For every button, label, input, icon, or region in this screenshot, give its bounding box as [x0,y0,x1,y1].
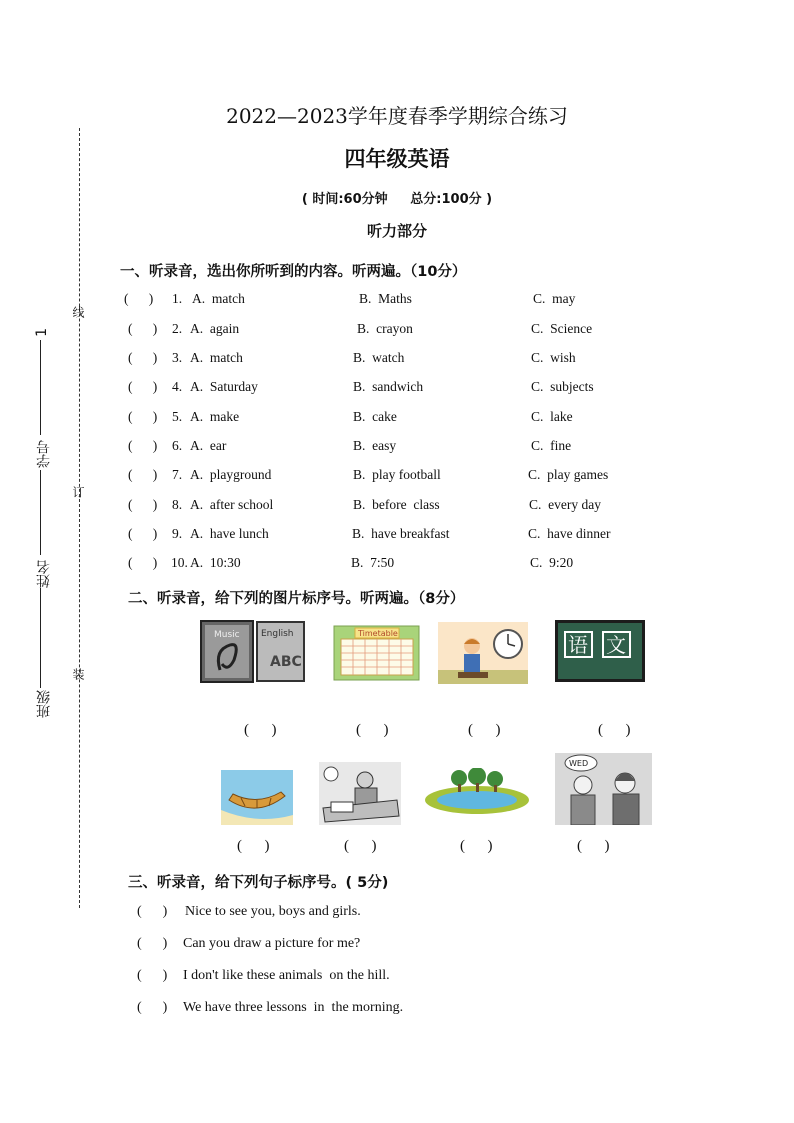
option-b: B. 7:50 [351,555,395,570]
option-c: C. subjects [531,379,594,394]
sentence-text: I don't like these animals on the hill. [183,968,390,983]
question-number: 9. [172,526,183,541]
picture-blank[interactable]: ( ) [237,838,270,854]
answer-blank[interactable]: ( ) [128,321,158,336]
name-underline [40,470,41,555]
part-title: 听力部分 [366,222,427,240]
answer-blank[interactable]: ( ) [128,379,158,394]
answer-blank[interactable]: ( ) [128,497,158,512]
picture-blank[interactable]: ( ) [468,722,501,738]
binding-dashed-line [79,128,80,908]
question-number: 3. [172,350,183,365]
option-a: A. have lunch [190,526,269,541]
answer-blank[interactable]: ( ) [128,409,158,424]
picture-blank[interactable]: ( ) [244,722,277,738]
timetable-picture [333,625,420,681]
option-a: A. make [190,409,240,424]
number-value: 1 [34,328,50,337]
sentence-blank[interactable]: ( ) [137,1000,168,1015]
option-b: B. cake [353,409,397,424]
exam-subject: 四年级英语 [344,147,450,171]
class-underline [40,588,41,688]
option-c: C. play games [528,467,609,482]
exam-title: 2022—2023学年度春季学期综合练习 [226,104,568,128]
answer-blank[interactable]: ( ) [128,438,158,453]
question-number: 2. [172,321,183,336]
option-a: A. again [190,321,240,336]
question-number: 8. [172,497,183,512]
option-a: A. after school [190,497,274,512]
option-b: B. before class [353,497,440,512]
option-b: B. crayon [357,321,413,336]
option-b: B. easy [353,438,397,453]
picture-blank[interactable]: ( ) [577,838,610,854]
sentence-text: We have three lessons in the morning. [183,1000,404,1015]
option-b: B. watch [353,350,405,365]
picture-blank[interactable]: ( ) [344,838,377,854]
answer-blank[interactable]: ( ) [128,555,158,570]
boat-picture [221,770,293,825]
chinese-board-picture [555,620,645,682]
option-a: A. match [192,291,245,306]
question-number: 4. [172,379,183,394]
option-c: C. fine [531,438,572,453]
option-a: A. match [190,350,243,365]
sentence-text: Can you draw a picture for me? [183,936,361,951]
question-number: 6. [172,438,183,453]
wen-text: 文 [606,633,626,657]
option-c: C. 9:20 [530,555,574,570]
mark-xian: 线 [71,306,85,318]
section3-heading: 三、听录音，给下列句子标序号。( 5分) [128,875,389,891]
option-b: B. Maths [359,291,412,306]
option-c: C. every day [529,497,601,512]
question-number: 10. [171,555,188,570]
picture-blank[interactable]: ( ) [356,722,389,738]
section1-heading: 一、听录音，选出你所听到的内容。听两遍。（10分） [120,264,467,280]
answer-blank[interactable]: ( ) [128,350,158,365]
boy-clock-picture [438,622,528,684]
picture-blank[interactable]: ( ) [460,838,493,854]
music-text: Music [214,630,240,640]
option-a: A. 10:30 [190,555,241,570]
question-number: 1. [172,291,183,306]
mark-zhuang: 装 [71,668,85,680]
option-b: B. play football [353,467,441,482]
man-desk-picture [319,762,401,825]
question-number: 7. [172,467,183,482]
books-picture [200,620,306,683]
option-a: A. playground [190,467,272,482]
timetable-text: Timetable [358,629,398,638]
section2-heading: 二、听录音，给下列的图片标序号。听两遍。（8分） [128,591,465,607]
option-c: C. Science [531,321,593,336]
mark-ding: 订 [71,486,85,498]
time-info: ( 时间:60分钟 总分:100分 ) [301,192,493,207]
question-number: 5. [172,409,183,424]
abc-text: ABC [270,654,302,670]
number-label: 学号 [36,440,52,468]
option-b: B. sandwich [353,379,424,394]
option-c: C. lake [531,409,573,424]
sentence-blank[interactable]: ( ) [137,936,168,951]
wednesday-talk-picture [555,753,652,825]
sentence-blank[interactable]: ( ) [137,904,168,919]
number-underline [40,340,41,435]
picture-blank[interactable]: ( ) [598,722,631,738]
answer-blank[interactable]: ( ) [128,467,158,482]
english-text: English [261,629,294,639]
option-b: B. have breakfast [352,526,450,541]
option-a: A. Saturday [190,379,258,394]
wed-text: WED [569,759,589,768]
sentence-blank[interactable]: ( ) [137,968,168,983]
answer-blank[interactable]: ( ) [124,291,154,306]
yu-text: 语 [568,633,588,657]
lake-picture [423,768,531,816]
option-c: C. may [533,291,576,306]
name-label: 姓名 [36,560,52,588]
option-c: C. wish [531,350,576,365]
answer-blank[interactable]: ( ) [128,526,158,541]
option-a: A. ear [190,438,227,453]
sentence-text: Nice to see you, boys and girls. [185,904,361,919]
class-label: 班级 [36,690,52,718]
option-c: C. have dinner [528,526,611,541]
